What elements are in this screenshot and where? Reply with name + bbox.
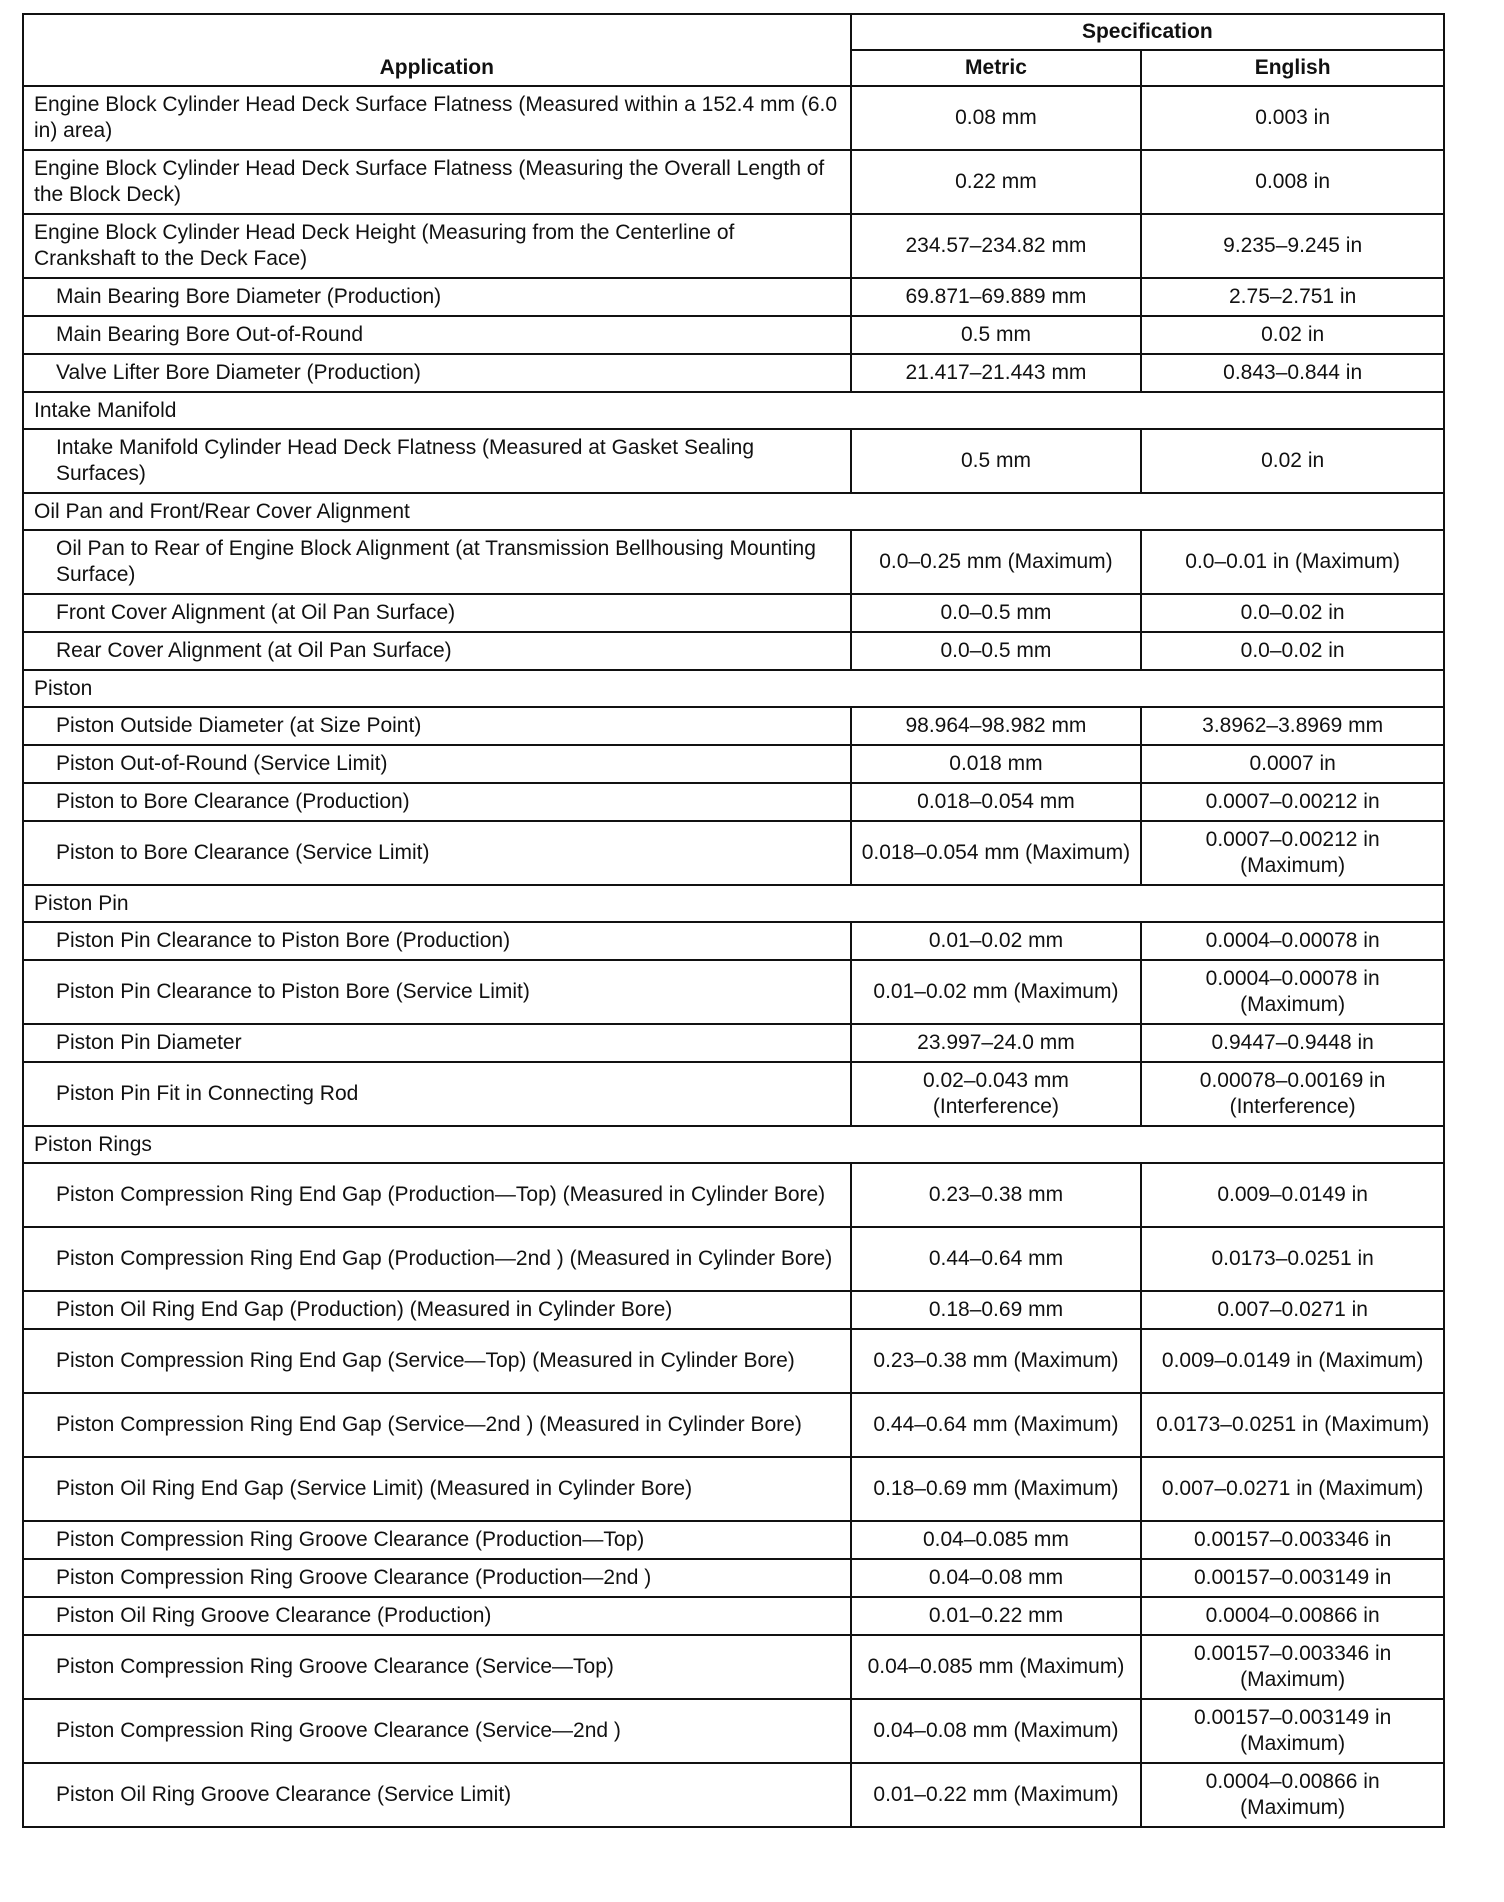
metric-cell: 0.23–0.38 mm (Maximum): [851, 1329, 1142, 1393]
english-cell: 0.0007–0.00212 in (Maximum): [1141, 821, 1444, 885]
table-row: [23, 1329, 1444, 1393]
header-application: Application: [23, 14, 851, 86]
table-row: [23, 1559, 1444, 1597]
table-row: [23, 1699, 1444, 1763]
application-cell: Oil Pan to Rear of Engine Block Alignment (at Transmission Bellhousing Mounting Surface): [23, 530, 851, 594]
application-cell: Piston to Bore Clearance (Service Limit): [23, 821, 851, 885]
table-row: [23, 1291, 1444, 1329]
metric-cell: 0.01–0.02 mm (Maximum): [851, 960, 1142, 1024]
table-row: [23, 960, 1444, 1024]
table-row: [23, 1457, 1444, 1521]
section-row: [23, 392, 1444, 429]
application-cell: Piston Out-of-Round (Service Limit): [23, 745, 851, 783]
table-row: [23, 429, 1444, 493]
application-cell: Piston Pin Diameter: [23, 1024, 851, 1062]
table-row: [23, 1763, 1444, 1827]
metric-cell: 0.5 mm: [851, 316, 1142, 354]
application-cell: Piston Compression Ring End Gap (Service—Top) (Measured in Cylinder Bore): [23, 1329, 851, 1393]
metric-cell: 0.18–0.69 mm: [851, 1291, 1142, 1329]
application-cell: Piston Compression Ring End Gap (Production—2nd ) (Measured in Cylinder Bore): [23, 1227, 851, 1291]
metric-cell: 0.0–0.5 mm: [851, 632, 1142, 670]
application-cell: Main Bearing Bore Diameter (Production): [23, 278, 851, 316]
metric-cell: 0.02–0.043 mm (Interference): [851, 1062, 1142, 1126]
table-row: [23, 783, 1444, 821]
table-row: [23, 354, 1444, 392]
specification-table: [22, 13, 1445, 1828]
section-row: [23, 493, 1444, 530]
application-cell: Piston Pin Fit in Connecting Rod: [23, 1062, 851, 1126]
table-row: [23, 707, 1444, 745]
metric-cell: 0.08 mm: [851, 86, 1142, 150]
section-title: Piston Pin: [23, 885, 1444, 922]
english-cell: 0.0173–0.0251 in (Maximum): [1141, 1393, 1444, 1457]
english-cell: 0.0007–0.00212 in: [1141, 783, 1444, 821]
application-cell: Piston Compression Ring Groove Clearance (Service—Top): [23, 1635, 851, 1699]
application-cell: Engine Block Cylinder Head Deck Surface Flatness (Measuring the Overall Length of the Block Deck): [23, 150, 851, 214]
table-row: [23, 632, 1444, 670]
table-row: [23, 1597, 1444, 1635]
metric-cell: 0.23–0.38 mm: [851, 1163, 1142, 1227]
english-cell: 0.0–0.02 in: [1141, 632, 1444, 670]
english-cell: 0.00157–0.003149 in (Maximum): [1141, 1699, 1444, 1763]
table-row: [23, 922, 1444, 960]
application-cell: Piston Oil Ring Groove Clearance (Service Limit): [23, 1763, 851, 1827]
application-cell: Engine Block Cylinder Head Deck Height (Measuring from the Centerline of Crankshaft to the Deck Face): [23, 214, 851, 278]
english-cell: 0.009–0.0149 in: [1141, 1163, 1444, 1227]
application-cell: Piston to Bore Clearance (Production): [23, 783, 851, 821]
table-row: [23, 1062, 1444, 1126]
application-cell: Piston Compression Ring Groove Clearance (Production—2nd ): [23, 1559, 851, 1597]
section-title: Piston: [23, 670, 1444, 707]
english-cell: 3.8962–3.8969 mm: [1141, 707, 1444, 745]
metric-cell: 69.871–69.889 mm: [851, 278, 1142, 316]
application-cell: Piston Pin Clearance to Piston Bore (Service Limit): [23, 960, 851, 1024]
english-cell: 0.0004–0.00866 in (Maximum): [1141, 1763, 1444, 1827]
metric-cell: 0.44–0.64 mm: [851, 1227, 1142, 1291]
english-cell: 0.003 in: [1141, 86, 1444, 150]
application-cell: Piston Compression Ring Groove Clearance (Production—Top): [23, 1521, 851, 1559]
table-row: [23, 745, 1444, 783]
metric-cell: 23.997–24.0 mm: [851, 1024, 1142, 1062]
metric-cell: 234.57–234.82 mm: [851, 214, 1142, 278]
english-cell: 0.0–0.01 in (Maximum): [1141, 530, 1444, 594]
metric-cell: 0.04–0.08 mm (Maximum): [851, 1699, 1142, 1763]
table-row: [23, 214, 1444, 278]
english-cell: 0.007–0.0271 in (Maximum): [1141, 1457, 1444, 1521]
table-row: [23, 1635, 1444, 1699]
english-cell: 0.02 in: [1141, 429, 1444, 493]
header-english: English: [1141, 50, 1444, 86]
table-row: [23, 1163, 1444, 1227]
english-cell: 0.00157–0.003346 in: [1141, 1521, 1444, 1559]
table-row: [23, 150, 1444, 214]
header-specification: Specification: [851, 14, 1444, 50]
application-cell: Piston Pin Clearance to Piston Bore (Production): [23, 922, 851, 960]
table-row: [23, 594, 1444, 632]
table-row: [23, 1024, 1444, 1062]
metric-cell: 0.5 mm: [851, 429, 1142, 493]
metric-cell: 0.04–0.085 mm: [851, 1521, 1142, 1559]
metric-cell: 0.018–0.054 mm: [851, 783, 1142, 821]
header-metric: Metric: [851, 50, 1142, 86]
application-cell: Front Cover Alignment (at Oil Pan Surface): [23, 594, 851, 632]
table-row: [23, 821, 1444, 885]
application-cell: Piston Oil Ring End Gap (Service Limit) (Measured in Cylinder Bore): [23, 1457, 851, 1521]
metric-cell: 0.01–0.02 mm: [851, 922, 1142, 960]
table-body: [23, 86, 1444, 1827]
english-cell: 0.009–0.0149 in (Maximum): [1141, 1329, 1444, 1393]
table-row: [23, 86, 1444, 150]
application-cell: Engine Block Cylinder Head Deck Surface Flatness (Measured within a 152.4 mm (6.0 in) area): [23, 86, 851, 150]
table-row: [23, 278, 1444, 316]
table-row: [23, 1393, 1444, 1457]
english-cell: 9.235–9.245 in: [1141, 214, 1444, 278]
application-cell: Rear Cover Alignment (at Oil Pan Surface): [23, 632, 851, 670]
section-row: [23, 1126, 1444, 1163]
metric-cell: 0.01–0.22 mm: [851, 1597, 1142, 1635]
application-cell: Piston Compression Ring End Gap (Production—Top) (Measured in Cylinder Bore): [23, 1163, 851, 1227]
metric-cell: 0.018–0.054 mm (Maximum): [851, 821, 1142, 885]
section-title: Oil Pan and Front/Rear Cover Alignment: [23, 493, 1444, 530]
english-cell: 0.00157–0.003149 in: [1141, 1559, 1444, 1597]
application-cell: Piston Compression Ring End Gap (Service—2nd ) (Measured in Cylinder Bore): [23, 1393, 851, 1457]
metric-cell: 0.018 mm: [851, 745, 1142, 783]
application-cell: Valve Lifter Bore Diameter (Production): [23, 354, 851, 392]
section-title: Piston Rings: [23, 1126, 1444, 1163]
english-cell: 0.0–0.02 in: [1141, 594, 1444, 632]
metric-cell: 98.964–98.982 mm: [851, 707, 1142, 745]
english-cell: 0.843–0.844 in: [1141, 354, 1444, 392]
table-row: [23, 1521, 1444, 1559]
section-title: Intake Manifold: [23, 392, 1444, 429]
application-cell: Piston Outside Diameter (at Size Point): [23, 707, 851, 745]
table-row: [23, 1227, 1444, 1291]
metric-cell: 21.417–21.443 mm: [851, 354, 1142, 392]
table-row: [23, 530, 1444, 594]
english-cell: 0.02 in: [1141, 316, 1444, 354]
english-cell: 0.0007 in: [1141, 745, 1444, 783]
metric-cell: 0.22 mm: [851, 150, 1142, 214]
application-cell: Piston Oil Ring End Gap (Production) (Measured in Cylinder Bore): [23, 1291, 851, 1329]
english-cell: 0.0173–0.0251 in: [1141, 1227, 1444, 1291]
english-cell: 0.0004–0.00078 in (Maximum): [1141, 960, 1444, 1024]
metric-cell: 0.18–0.69 mm (Maximum): [851, 1457, 1142, 1521]
english-cell: 0.00078–0.00169 in (Interference): [1141, 1062, 1444, 1126]
english-cell: 0.0004–0.00866 in: [1141, 1597, 1444, 1635]
english-cell: 0.9447–0.9448 in: [1141, 1024, 1444, 1062]
metric-cell: 0.04–0.085 mm (Maximum): [851, 1635, 1142, 1699]
english-cell: 0.00157–0.003346 in (Maximum): [1141, 1635, 1444, 1699]
metric-cell: 0.44–0.64 mm (Maximum): [851, 1393, 1142, 1457]
application-cell: Piston Compression Ring Groove Clearance (Service—2nd ): [23, 1699, 851, 1763]
table-row: [23, 316, 1444, 354]
english-cell: 2.75–2.751 in: [1141, 278, 1444, 316]
section-row: [23, 670, 1444, 707]
metric-cell: 0.0–0.5 mm: [851, 594, 1142, 632]
english-cell: 0.008 in: [1141, 150, 1444, 214]
english-cell: 0.0004–0.00078 in: [1141, 922, 1444, 960]
section-row: [23, 885, 1444, 922]
english-cell: 0.007–0.0271 in: [1141, 1291, 1444, 1329]
metric-cell: 0.04–0.08 mm: [851, 1559, 1142, 1597]
metric-cell: 0.0–0.25 mm (Maximum): [851, 530, 1142, 594]
application-cell: Intake Manifold Cylinder Head Deck Flatness (Measured at Gasket Sealing Surfaces): [23, 429, 851, 493]
metric-cell: 0.01–0.22 mm (Maximum): [851, 1763, 1142, 1827]
application-cell: Main Bearing Bore Out-of-Round: [23, 316, 851, 354]
application-cell: Piston Oil Ring Groove Clearance (Production): [23, 1597, 851, 1635]
